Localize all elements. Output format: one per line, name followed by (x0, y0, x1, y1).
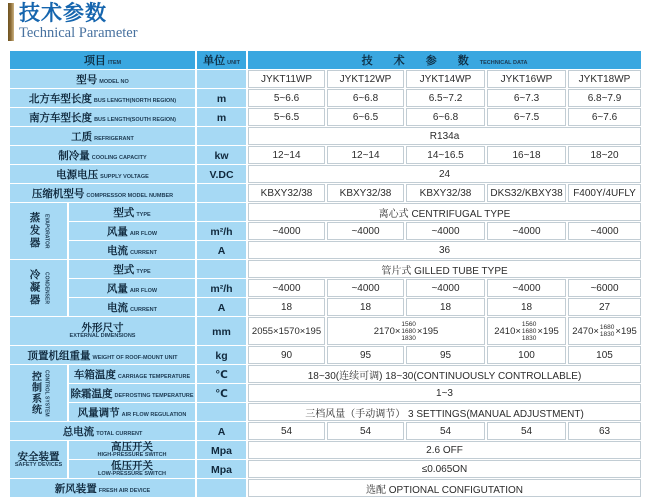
label-high-pressure (69, 441, 195, 459)
dim-h2: 1680 (521, 327, 537, 335)
label-en: AIR FLOW (129, 231, 158, 237)
row-fresh-air (10, 479, 641, 497)
row-north-length (10, 89, 641, 107)
cell-total-current-1: 54 (248, 422, 325, 440)
row-voltage (10, 165, 641, 183)
label-en: EXTERNAL DIMENSIONS (69, 333, 136, 339)
cell-evap-airflow-4: ~4000 (487, 222, 566, 240)
unit-text: m (216, 93, 227, 105)
label-cond-current (69, 298, 195, 316)
row-compressor (10, 184, 641, 202)
row-weight (10, 346, 641, 364)
cell-compressor-3: KBXY32/38 (406, 184, 485, 202)
table-header-row (10, 51, 641, 69)
row-refrigerant (10, 127, 641, 145)
cell-cooling-1: 12~14 (248, 146, 325, 164)
unit-evap-airflow (197, 222, 246, 240)
row-dimensions (10, 317, 641, 345)
cell-evap-airflow-3: ~4000 (406, 222, 485, 240)
header-unit-en: UNIT (227, 60, 240, 66)
cell-cond-airflow-4: ~4000 (487, 279, 566, 297)
label-en: HIGH-PRESSURE SWITCH (97, 452, 167, 458)
cell-total-current-5: 63 (568, 422, 641, 440)
cell-cond-type: 管片式 GILLED TUBE TYPE (248, 260, 641, 278)
unit-text: V.DC (209, 169, 234, 181)
unit-north-length (197, 89, 246, 107)
label-en: REFRIGERANT (94, 136, 134, 142)
unit-fresh-air-empty (197, 479, 246, 497)
cell-cond-current-5: 27 (568, 298, 641, 316)
label-evap-airflow (69, 222, 195, 240)
label-en: CURRENT (130, 250, 157, 256)
group-control-en: CONTROL SYSTEM (43, 369, 50, 417)
label-en: FRESH AIR DEVICE (98, 488, 151, 494)
cell-total-current-2: 54 (327, 422, 404, 440)
header-unit (197, 51, 246, 69)
cell-north-3: 6.5~7.2 (406, 89, 485, 107)
row-airflow-regulation (10, 403, 641, 421)
label-en: AIR FLOW (129, 288, 158, 294)
group-condenser (10, 260, 67, 316)
label-zh: 新风装置 (54, 483, 97, 495)
cell-cooling-4: 16~18 (487, 146, 566, 164)
unit-south-length (197, 108, 246, 126)
unit-cooling (197, 146, 246, 164)
cell-model-4: JYKT16WP (487, 70, 566, 88)
unit-weight (197, 346, 246, 364)
unit-dimensions (197, 317, 246, 345)
header-item (10, 51, 195, 69)
label-zh: 北方车型长度 (28, 93, 92, 105)
dim-prefix: 2410× (494, 325, 521, 337)
cell-voltage: 24 (248, 165, 641, 183)
label-zh: 制冷量 (58, 150, 90, 162)
label-zh: 型式 (113, 264, 135, 276)
cell-compressor-1: KBXY32/38 (248, 184, 325, 202)
label-defrost-temp (69, 384, 195, 402)
cell-model-2: JYKT12WP (327, 70, 404, 88)
label-evap-type (69, 203, 195, 221)
row-total-current (10, 422, 641, 440)
unit-cond-current (197, 298, 246, 316)
unit-airflow-regulation-empty (197, 403, 246, 421)
label-cond-airflow (69, 279, 195, 297)
cell-north-1: 5~6.6 (248, 89, 325, 107)
row-carriage-temp (10, 365, 641, 383)
unit-text: mm (212, 326, 231, 338)
label-en: CARRIAGE TEMPERATURE (117, 374, 191, 380)
label-cond-type (69, 260, 195, 278)
dim-h3: 1830 (521, 334, 537, 342)
unit-refrigerant-empty (197, 127, 246, 145)
cell-evap-airflow-1: ~4000 (248, 222, 325, 240)
unit-text: kg (215, 350, 228, 362)
header-item-en: ITEM (107, 60, 122, 66)
cell-cooling-5: 18~20 (568, 146, 641, 164)
group-evaporator (10, 203, 67, 259)
row-evap-current (10, 241, 641, 259)
group-control-zh: 控制系统 (29, 370, 41, 415)
row-high-pressure (10, 441, 641, 459)
cell-evap-type: 离心式 CENTRIFUGAL TYPE (248, 203, 641, 221)
cell-north-2: 6~6.8 (327, 89, 404, 107)
dim-stack (401, 321, 415, 342)
cell-carriage-temp: 18~30(连续可调) 18~30(CONTINUOUSLY CONTROLLABLE) (248, 365, 641, 383)
label-carriage-temp (69, 365, 195, 383)
label-en: CURRENT (130, 307, 157, 313)
row-cooling (10, 146, 641, 164)
dim-h1: 1680 (599, 324, 615, 331)
label-en: AIR FLOW REGULATION (121, 412, 187, 418)
label-en: MODEL NO (99, 79, 129, 85)
row-evap-type (10, 203, 641, 221)
cell-cond-current-2: 18 (327, 298, 404, 316)
title-accent-bar (8, 3, 14, 41)
dim-h3: 1830 (401, 334, 416, 342)
cell-south-3: 6~6.8 (406, 108, 485, 126)
unit-text: m²/h (210, 283, 233, 295)
unit-text: ℃ (215, 388, 228, 400)
label-zh: 低压开关 (111, 460, 153, 472)
label-en: SUPPLY VOLTAGE (100, 174, 149, 180)
row-cond-current (10, 298, 641, 316)
group-control-system (10, 365, 67, 421)
unit-evap-current (197, 241, 246, 259)
dim-suffix: ×195 (537, 325, 559, 337)
label-en: DEFROSTING TEMPERATURE (114, 393, 194, 399)
cell-defrost-temp: 1~3 (248, 384, 641, 402)
label-weight (10, 346, 195, 364)
cell-cond-current-3: 18 (406, 298, 485, 316)
group-safety-en: SAFETY DEVICES (14, 461, 63, 468)
label-zh: 工质 (71, 131, 93, 143)
cell-airflow-regulation: 三档风量（手动调节） 3 SETTINGS(MANUAL ADJUSTMENT) (248, 403, 641, 421)
unit-evap-type-empty (197, 203, 246, 221)
unit-high-pressure (197, 441, 246, 459)
row-defrost-temp (10, 384, 641, 402)
cell-model-3: JYKT14WP (406, 70, 485, 88)
unit-voltage (197, 165, 246, 183)
cell-weight-1: 90 (248, 346, 325, 364)
label-zh: 压缩机型号 (31, 188, 85, 200)
label-zh: 电源电压 (56, 169, 99, 181)
label-zh: 风量调节 (77, 407, 120, 419)
header-item-zh: 项目 (83, 55, 106, 67)
label-north-length (10, 89, 195, 107)
unit-compressor-empty (197, 184, 246, 202)
label-en: BUS LENGTH(NORTH REGION) (93, 98, 177, 104)
cell-weight-4: 100 (487, 346, 566, 364)
cell-cond-current-4: 18 (487, 298, 566, 316)
label-zh: 总电流 (62, 426, 95, 438)
cell-cond-airflow-2: ~4000 (327, 279, 404, 297)
cell-cond-current-1: 18 (248, 298, 325, 316)
cell-model-1: JYKT11WP (248, 70, 325, 88)
label-refrigerant (10, 127, 195, 145)
row-evap-airflow (10, 222, 641, 240)
cell-evap-current: 36 (248, 241, 641, 259)
unit-cond-airflow (197, 279, 246, 297)
cell-weight-2: 95 (327, 346, 404, 364)
label-dimensions (10, 317, 195, 345)
unit-text: kw (214, 150, 229, 162)
cell-cooling-3: 14~16.5 (406, 146, 485, 164)
label-en: TOTAL CURRENT (96, 431, 143, 437)
label-compressor (10, 184, 195, 202)
label-zh: 型式 (113, 207, 135, 219)
cell-weight-5: 105 (568, 346, 641, 364)
header-unit-zh: 单位 (203, 55, 226, 67)
dim-h2: 1680 (401, 327, 416, 335)
cell-evap-airflow-2: ~4000 (327, 222, 404, 240)
cell-fresh-air: 选配 OPTIONAL CONFIGUTATION (248, 479, 641, 497)
label-zh: 南方车型长度 (29, 112, 93, 124)
header-technical-data (248, 51, 641, 69)
label-low-pressure (69, 460, 195, 478)
label-south-length (10, 108, 195, 126)
row-low-pressure (10, 460, 641, 478)
label-total-current (10, 422, 195, 440)
label-airflow-regulation (69, 403, 195, 421)
dim-stack (600, 324, 614, 338)
label-zh: 风量 (106, 283, 128, 295)
label-evap-current (69, 241, 195, 259)
header-data-en: TECHNICAL DATA (479, 60, 528, 66)
cell-total-current-4: 54 (487, 422, 566, 440)
label-zh: 外形尺寸 (81, 322, 124, 334)
page-title-en: Technical Parameter (19, 25, 138, 41)
label-zh: 风量 (106, 226, 128, 238)
cell-total-current-3: 54 (406, 422, 485, 440)
label-zh: 电流 (107, 245, 129, 257)
label-zh: 除霜温度 (70, 388, 113, 400)
cell-south-4: 6~7.5 (487, 108, 566, 126)
label-en: WEIGHT OF ROOF-MOUNT UNIT (92, 355, 178, 361)
cell-north-4: 6~7.3 (487, 89, 566, 107)
label-en: TYPE (136, 212, 151, 218)
dim-suffix: ×195 (416, 325, 439, 337)
unit-defrost-temp (197, 384, 246, 402)
group-condenser-zh: 冷凝器 (28, 269, 41, 307)
unit-text: m (216, 112, 227, 124)
row-south-length (10, 108, 641, 126)
cell-refrigerant: R134a (248, 127, 641, 145)
label-zh: 车箱温度 (73, 369, 116, 381)
dim-suffix: ×195 (615, 325, 637, 337)
dim-prefix: 2170× (373, 325, 401, 337)
group-safety-zh: 安全装置 (17, 450, 60, 463)
label-en: COMPRESSOR MODEL NUMBER (86, 193, 174, 199)
cell-cond-airflow-3: ~4000 (406, 279, 485, 297)
label-model (10, 70, 195, 88)
unit-low-pressure (197, 460, 246, 478)
unit-text: A (217, 426, 226, 438)
cell-cond-airflow-1: ~4000 (248, 279, 325, 297)
label-cooling (10, 146, 195, 164)
dim-h1: 1560 (521, 320, 537, 328)
unit-cond-type-empty (197, 260, 246, 278)
page-title-zh: 技术参数 (19, 2, 107, 25)
unit-text: A (217, 302, 226, 314)
label-en: LOW-PRESSURE SWITCH (97, 471, 167, 477)
cell-dim-5 (568, 317, 641, 345)
unit-text: A (217, 245, 226, 257)
dim-h1: 1560 (401, 320, 416, 328)
cell-cooling-2: 12~14 (327, 146, 404, 164)
cell-weight-3: 95 (406, 346, 485, 364)
page-header (8, 3, 650, 45)
cell-south-2: 6~6.5 (327, 108, 404, 126)
unit-text: m²/h (210, 226, 233, 238)
row-cond-airflow (10, 279, 641, 297)
cell-north-5: 6.8~7.9 (568, 89, 641, 107)
cell-low-pressure: ≤0.065ON (248, 460, 641, 478)
row-model (10, 70, 641, 88)
label-zh: 电流 (107, 302, 129, 314)
label-zh: 高压开关 (111, 441, 153, 453)
cell-dim-2-3 (327, 317, 485, 345)
cell-compressor-2: KBXY32/38 (327, 184, 404, 202)
cell-south-5: 6~7.6 (568, 108, 641, 126)
row-cond-type (10, 260, 641, 278)
group-safety-devices (10, 441, 67, 478)
label-zh: 型号 (76, 74, 98, 86)
dim-prefix: 2470× (572, 325, 599, 337)
cell-south-1: 5~6.5 (248, 108, 325, 126)
cell-high-pressure: 2.6 OFF (248, 441, 641, 459)
label-voltage (10, 165, 195, 183)
cell-dim-1: 2055×1570×195 (248, 317, 325, 345)
header-data-zh: 技 术 参 数 (361, 55, 478, 67)
unit-text: ℃ (215, 369, 228, 381)
group-evaporator-zh: 蒸发器 (28, 212, 41, 250)
label-zh: 顶置机组重量 (27, 350, 91, 362)
unit-model-empty (197, 70, 246, 88)
dim-h2: 1830 (599, 331, 615, 338)
cell-evap-airflow-5: ~4000 (568, 222, 641, 240)
group-condenser-en: CONDENSER (43, 272, 50, 304)
cell-cond-airflow-5: ~6000 (568, 279, 641, 297)
unit-text: Mpa (211, 464, 233, 476)
unit-text: Mpa (211, 445, 233, 457)
cell-compressor-5: F400Y/4UFLY (568, 184, 641, 202)
label-en: TYPE (136, 269, 151, 275)
unit-total-current (197, 422, 246, 440)
cell-dim-4 (487, 317, 566, 345)
page-title (19, 3, 138, 42)
group-evaporator-en: EVAPORATOR (43, 213, 50, 249)
cell-compressor-4: DKS32/KBXY38 (487, 184, 566, 202)
unit-carriage-temp (197, 365, 246, 383)
technical-parameter-table (8, 50, 643, 498)
dim-stack (522, 321, 536, 342)
label-fresh-air (10, 479, 195, 497)
label-en: BUS LENGTH(SOUTH REGION) (94, 117, 176, 123)
cell-model-5: JYKT18WP (568, 70, 641, 88)
label-en: COOLING CAPACITY (91, 155, 147, 161)
